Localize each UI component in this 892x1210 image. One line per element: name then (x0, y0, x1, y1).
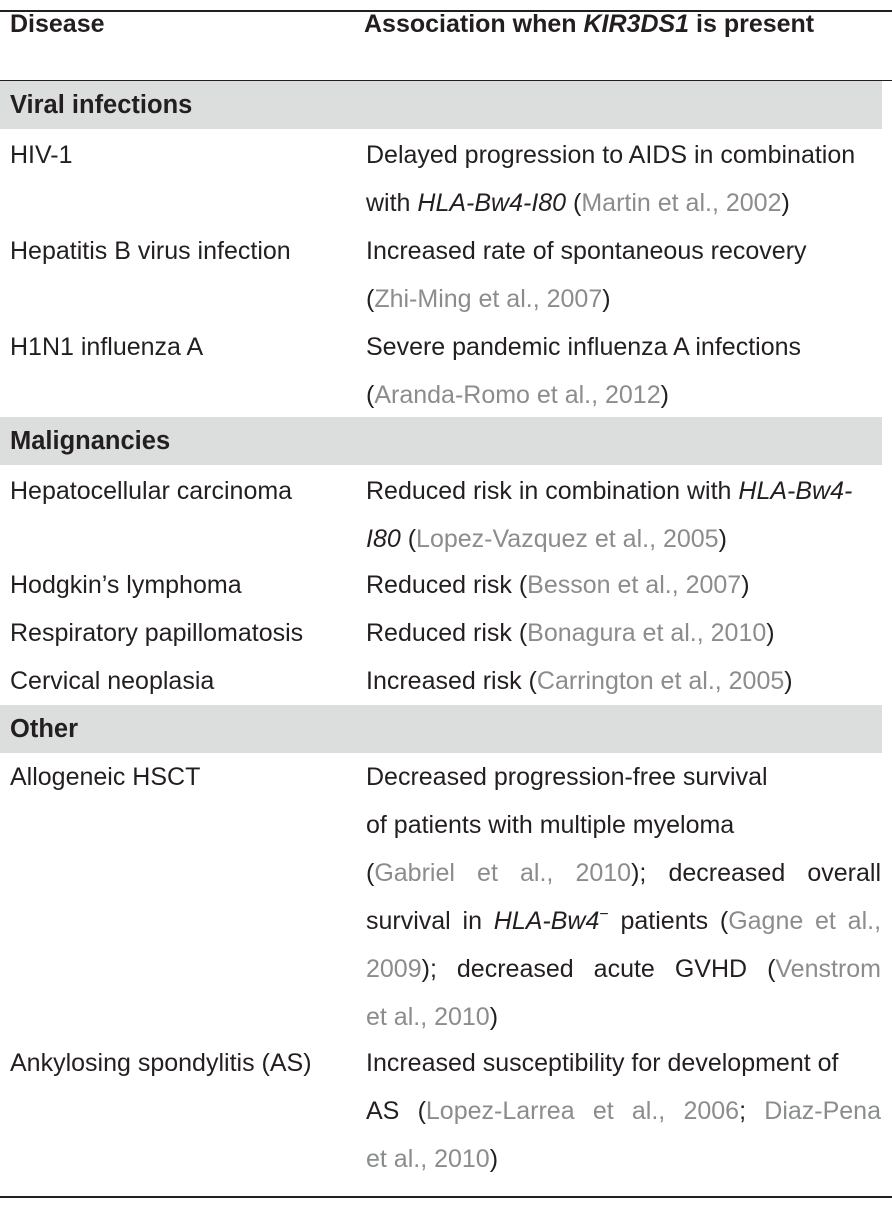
citation: Lopez-Vazquez et al., 2005 (416, 525, 719, 553)
citation: Gagne et al., (728, 907, 882, 935)
text: Reduced risk ( (366, 619, 528, 647)
association-cell (366, 131, 881, 227)
association-cell (366, 753, 881, 1041)
disease-cell: Cervical neoplasia (10, 667, 215, 695)
disease-cell: Hodgkin’s lymphoma (10, 571, 242, 599)
section-title: Viral infections (10, 91, 193, 119)
text: survival in (366, 907, 494, 935)
text: patients ( (608, 907, 729, 935)
header-association-gene: KIR3DS1 (583, 10, 690, 38)
text: ) (489, 1145, 499, 1173)
citation: Gabriel et al., 2010 (374, 859, 632, 887)
text: ) (660, 381, 669, 409)
citation: Zhi-Ming et al., 2007 (374, 285, 603, 313)
gene-name: HLA-Bw4 (493, 907, 600, 935)
disease-cell: Hepatitis B virus infection (10, 237, 291, 265)
association-line (366, 609, 881, 657)
association-cell (366, 1039, 881, 1183)
association-line (366, 897, 881, 945)
text: ) (718, 525, 727, 553)
text: ( (400, 525, 417, 553)
citation: Diaz-Pena (764, 1097, 881, 1125)
citation: Venstrom (775, 955, 881, 983)
section-other (0, 705, 882, 753)
disease-cell: H1N1 influenza A (10, 333, 204, 361)
text: ) (784, 667, 793, 695)
section-viral-infections (0, 81, 882, 129)
text: ( (566, 189, 582, 217)
text: ( (366, 859, 375, 887)
section-title: Other (10, 715, 79, 743)
section-title: Malignancies (10, 427, 171, 455)
text: with (366, 189, 418, 217)
association-line (366, 515, 881, 563)
association-line (366, 371, 881, 419)
disease-cell: Ankylosing spondylitis (AS) (10, 1049, 312, 1077)
gene-name: HLA-Bw4-I80 (417, 189, 567, 217)
header-association-suffix: is present (689, 10, 815, 38)
header-disease: Disease (10, 10, 105, 38)
citation: Lopez-Larrea et al., 2006 (425, 1097, 740, 1125)
association-line (366, 1135, 881, 1183)
association-line (366, 467, 881, 515)
header-association (364, 0, 879, 40)
association-line: Decreased progression-free survival (366, 763, 768, 791)
text: ( (366, 285, 375, 313)
association-line: Delayed progression to AIDS in combination (366, 141, 856, 169)
citation: et al., 2010 (366, 1145, 490, 1173)
association-line (366, 561, 881, 609)
association-cell (366, 227, 881, 323)
text: ) (602, 285, 611, 313)
association-cell (366, 323, 881, 419)
text: ) (766, 619, 775, 647)
association-line (366, 275, 881, 323)
association-line (366, 945, 881, 993)
disease-cell: Hepatocellular carcinoma (10, 477, 293, 505)
association-line (366, 1087, 881, 1135)
citation: Aranda-Romo et al., 2012 (374, 381, 661, 409)
text: Reduced risk ( (366, 571, 528, 599)
association-cell (366, 657, 881, 705)
text: ; (739, 1097, 765, 1125)
association-line (366, 657, 881, 705)
bottom-rule (0, 1196, 892, 1198)
text: ) (781, 189, 790, 217)
text: ) (489, 1003, 499, 1031)
text: ); decreased overall (631, 859, 881, 887)
association-line: Severe pandemic influenza A infections (366, 333, 801, 361)
citation: 2009 (366, 955, 422, 983)
citation: Martin et al., 2002 (581, 189, 782, 217)
association-line: Increased susceptibility for development of (366, 1049, 839, 1077)
association-cell (366, 561, 881, 609)
association-cell (366, 609, 881, 657)
association-line: of patients with multiple myeloma (366, 811, 735, 839)
text: Increased risk ( (366, 667, 537, 695)
text: ( (366, 381, 375, 409)
text: Reduced risk in combination with (366, 477, 739, 505)
disease-cell: Respiratory papillomatosis (10, 619, 304, 647)
citation: Bonagura et al., 2010 (527, 619, 767, 647)
text: ) (741, 571, 750, 599)
text: ); decreased acute GVHD ( (421, 955, 776, 983)
gene-name: I80 (366, 525, 401, 553)
disease-cell: Allogeneic HSCT (10, 763, 201, 791)
header-association-prefix: Association when (364, 10, 584, 38)
association-cell (366, 467, 881, 563)
superscript-minus: − (599, 906, 609, 923)
gene-name: HLA-Bw4- (738, 477, 853, 505)
citation: Carrington et al., 2005 (536, 667, 785, 695)
text: AS ( (366, 1097, 426, 1125)
disease-cell: HIV-1 (10, 141, 73, 169)
citation: et al., 2010 (366, 1003, 490, 1031)
citation: Besson et al., 2007 (527, 571, 742, 599)
association-line (366, 993, 881, 1041)
section-malignancies (0, 417, 882, 465)
association-line: Increased rate of spontaneous recovery (366, 237, 807, 265)
association-line (366, 849, 881, 897)
association-line (366, 179, 881, 227)
